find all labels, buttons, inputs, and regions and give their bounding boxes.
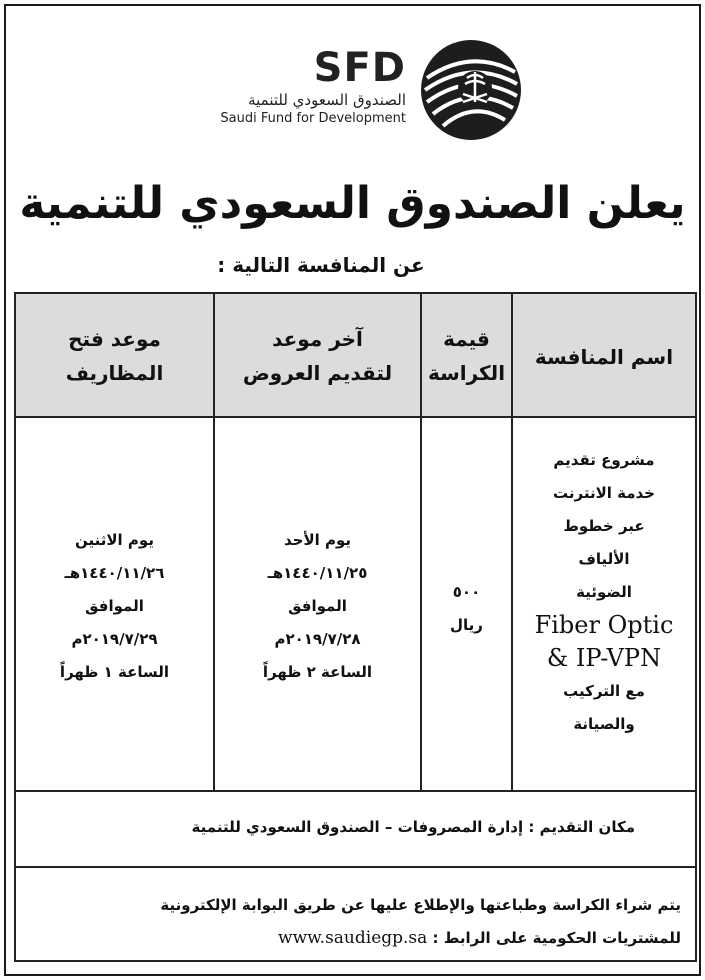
subline: عن المنافسة التالية :	[217, 253, 425, 277]
purchase-info-line2	[278, 928, 681, 948]
header-deadline	[215, 322, 420, 390]
name-line-latin: Fiber Optic	[534, 611, 674, 639]
header-deadline-line: آخر موعد	[272, 327, 363, 351]
deadline-line: الموافق	[288, 597, 347, 615]
header-opening-line: المظاريف	[65, 361, 164, 385]
header-name-line: اسم المنافسة	[534, 345, 674, 369]
header-price-line: قيمة	[443, 327, 490, 351]
portal-link[interactable]: www.saudiegp.sa	[278, 928, 428, 948]
col-price	[420, 294, 511, 790]
deadline-line: الساعة ٢ ظهراً	[262, 663, 373, 681]
header-price-line: الكراسة	[427, 361, 506, 385]
headline: يعلن الصندوق السعودي للتنمية	[19, 178, 686, 229]
sfd-logo	[201, 36, 531, 146]
deadline-line: يوم الأحد	[283, 531, 352, 549]
submission-place	[14, 792, 697, 868]
header-opening	[16, 322, 213, 390]
name-line: والصيانة	[573, 715, 635, 733]
name-line: مع التركيب	[563, 682, 645, 700]
col-name	[511, 294, 695, 790]
opening-line: ٢٠١٩/٧/٢٩م	[71, 630, 158, 648]
tender-announcement	[4, 4, 701, 976]
price-line: ريال	[450, 616, 483, 634]
purchase-info-line2-text: للمشتريات الحكومية على الرابط :	[432, 929, 681, 947]
tender-table	[14, 292, 697, 792]
col-opening	[16, 294, 213, 790]
opening-line: الموافق	[85, 597, 144, 615]
col-deadline	[213, 294, 420, 790]
cell-name	[513, 444, 695, 741]
name-line: الألياف	[578, 550, 630, 568]
name-line: عبر خطوط	[563, 517, 645, 535]
name-line: خدمة الانترنت	[553, 484, 655, 502]
purchase-info-line1: يتم شراء الكراسة وطباعتها والإطلاع عليها عن طريق البوابة الإلكترونية	[160, 896, 681, 914]
logo-text	[201, 46, 406, 128]
header-deadline-line: لتقديم العروض	[242, 361, 393, 385]
name-line: الضوئية	[576, 583, 632, 601]
name-line: مشروع تقديم	[553, 451, 655, 469]
header-price	[422, 322, 511, 390]
deadline-line: ١٤٤٠/١١/٢٥هـ	[267, 564, 368, 582]
cell-price	[422, 576, 511, 642]
sfd-emblem-icon	[419, 38, 523, 142]
logo-abbr: SFD	[313, 45, 406, 91]
cell-deadline	[215, 524, 420, 689]
name-line-latin: & IP-VPN	[546, 644, 662, 672]
header-name	[513, 340, 695, 374]
submission-place-text: مكان التقديم : إدارة المصروفات – الصندوق السعودي للتنمية	[191, 818, 635, 836]
logo-name-en: Saudi Fund for Development	[220, 111, 406, 126]
purchase-info	[14, 868, 697, 962]
logo-name-ar: الصندوق السعودي للتنمية	[248, 91, 406, 109]
opening-line: ١٤٤٠/١١/٢٦هـ	[64, 564, 165, 582]
deadline-line: ٢٠١٩/٧/٢٨م	[274, 630, 361, 648]
header-opening-line: موعد فتح	[68, 327, 161, 351]
price-line: ٥٠٠	[452, 583, 481, 601]
opening-line: يوم الاثنين	[75, 531, 154, 549]
cell-opening	[16, 524, 213, 689]
opening-line: الساعة ١ ظهراً	[59, 663, 170, 681]
